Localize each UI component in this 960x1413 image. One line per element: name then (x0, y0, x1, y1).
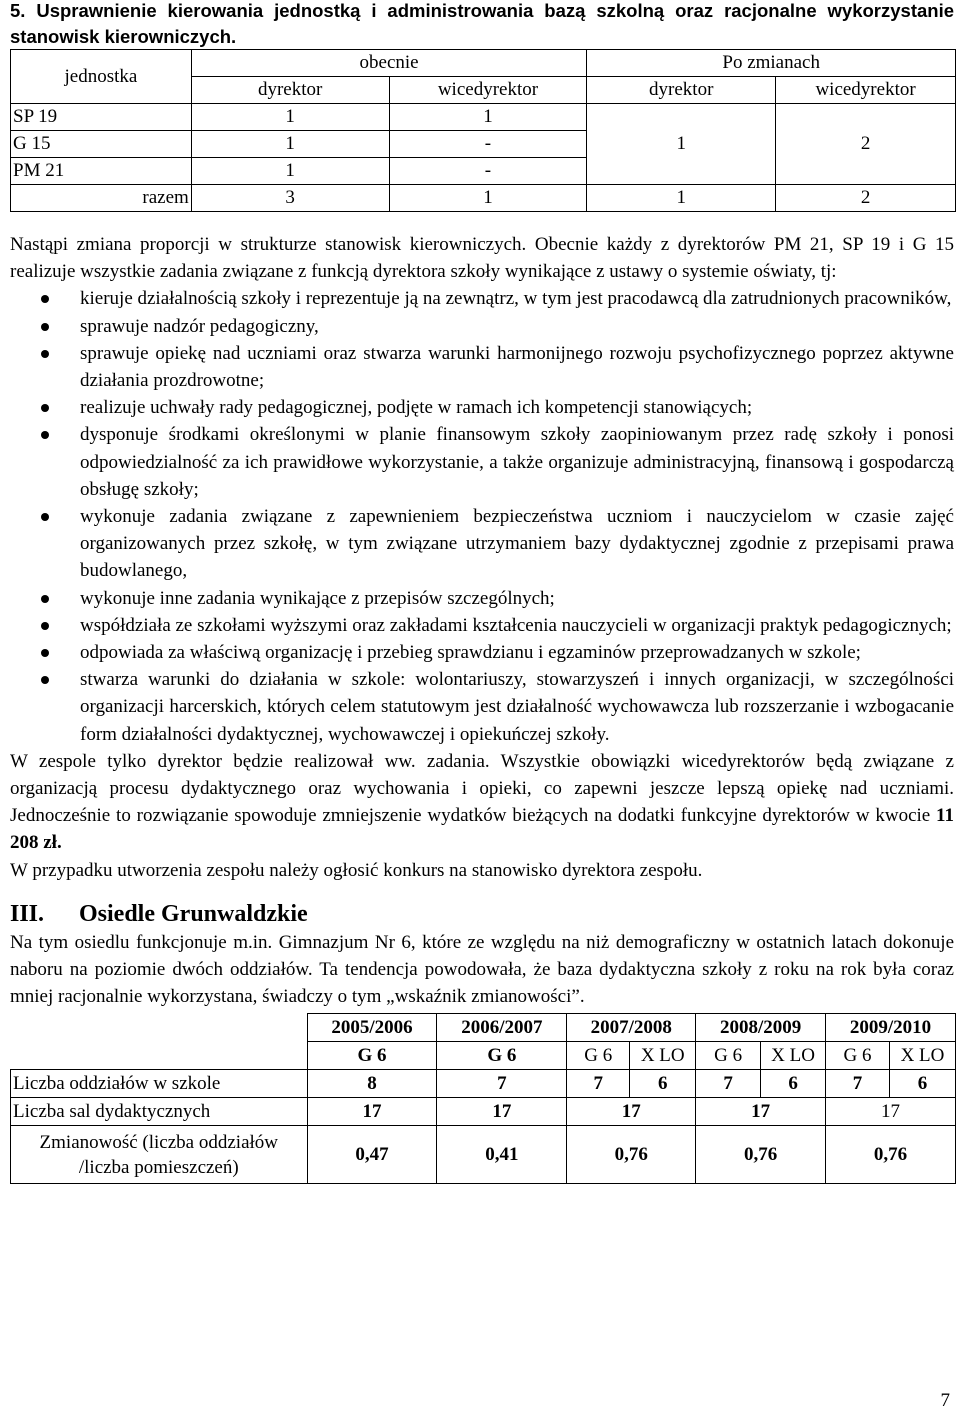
value-cell: 6 (889, 1070, 955, 1098)
school-header: X LO (761, 1042, 826, 1070)
header-current-director: dyrektor (191, 77, 389, 104)
total-after-director: 1 (587, 185, 776, 212)
table-row (11, 1098, 956, 1126)
bullet-icon (41, 649, 49, 657)
row-label: Zmianowość (liczba oddziałów /liczba pomieszczeń) (11, 1126, 308, 1184)
value-cell: 17 (826, 1098, 956, 1126)
list-item: sprawuje opiekę nad uczniami oraz stwarza warunki harmonijnego rozwoju psychofizycznego poprzez aktywne działania prozdrowotne; (10, 340, 954, 394)
year-header: 2007/2008 (567, 1014, 696, 1042)
empty-cell (11, 1042, 308, 1070)
bullet-icon (41, 404, 49, 412)
table-row (11, 1070, 956, 1098)
bullet-icon (41, 622, 49, 630)
total-label: razem (11, 185, 192, 212)
list-item: sprawuje nadzór pedagogiczny, (10, 313, 954, 340)
header-unit: jednostka (11, 50, 192, 104)
current-director: 1 (191, 158, 389, 185)
after-deputy: 2 (776, 104, 956, 185)
savings-paragraph: W zespole tylko dyrektor będzie realizował ww. zadania. Wszystkie obowiązki wicedyrektorów będą związane z organizacją procesu dydaktycznego oraz wychowania i opieki, co zapewni jeszcze lepszą opiekę nad uczniami. Jednocześnie to rozwiązanie spowoduje zmniejszenie wydatków bieżących na dodatki funkcyjne dyrektorów w kwocie 11 208 zł. (10, 750, 954, 854)
value-cell: 17 (437, 1098, 567, 1126)
list-item: wykonuje inne zadania wynikające z przepisów szczególnych; (10, 585, 954, 612)
section-5-heading: 5. Usprawnienie kierowania jednostką i administrowania bazą szkolną oraz racjonalne wykorzystanie stanowisk kierowniczych. (10, 0, 954, 47)
year-header: 2006/2007 (437, 1014, 567, 1042)
value-cell: 6 (761, 1070, 826, 1098)
after-director: 1 (587, 104, 776, 185)
bullet-icon (41, 323, 49, 331)
savings-amount: 11 208 zł. (10, 805, 954, 854)
competition-paragraph: W przypadku utworzenia zespołu należy ogłosić konkurs na stanowisko dyrektora zespołu. (10, 859, 703, 881)
current-director: 1 (191, 131, 389, 158)
bullet-icon (41, 513, 49, 521)
total-current-director: 3 (191, 185, 389, 212)
value-cell: 0,76 (567, 1126, 696, 1184)
current-deputy: - (389, 131, 587, 158)
intro-paragraph: Nastąpi zmiana proporcji w strukturze stanowisk kierowniczych. Obecnie każdy z dyrektorów PM 21, SP 19 i G 15 realizuje wszystkie zadania związane z funkcją dyrektora szkoły wynikające z ustawy o systemie oświaty, tj: (10, 234, 954, 283)
value-cell: 7 (437, 1070, 567, 1098)
document-page (10, 0, 954, 1184)
row-label: Liczba sal dydaktycznych (11, 1098, 308, 1126)
list-item: kieruje działalnością szkoły i reprezentuje ją na zewnątrz, w tym jest pracodawcą dla zatrudnionych pracowników, (10, 285, 954, 312)
value-cell: 7 (567, 1070, 630, 1098)
page-number: 7 (940, 1390, 950, 1411)
school-header: G 6 (437, 1042, 567, 1070)
header-after: Po zmianach (587, 50, 956, 77)
total-current-deputy: 1 (389, 185, 587, 212)
bullet-icon (41, 595, 49, 603)
school-header: X LO (889, 1042, 955, 1070)
value-cell: 17 (696, 1098, 826, 1126)
total-after-deputy: 2 (776, 185, 956, 212)
year-header: 2009/2010 (826, 1014, 956, 1042)
value-cell: 6 (630, 1070, 696, 1098)
value-cell: 8 (307, 1070, 437, 1098)
school-header: G 6 (567, 1042, 630, 1070)
value-cell: 17 (307, 1098, 437, 1126)
section-3-paragraph: Na tym osiedlu funkcjonuje m.in. Gimnazjum Nr 6, które ze względu na niż demograficzny w ostatnich latach dokonuje naboru na poziomie dwóch oddziałów. Ta tendencja powodowała, że baza dydaktyczna szkoły z roku na rok była coraz mniej racjonalnie wykorzystana, świadczy o tym „wskaźnik zmianowości”. (10, 931, 954, 1008)
value-cell: 7 (826, 1070, 890, 1098)
school-header: X LO (630, 1042, 696, 1070)
list-item: wykonuje zadania związane z zapewnieniem bezpieczeństwa uczniom i nauczycielom w czasie zajęć organizowanych przez szkołę, w tym związane utrzymaniem bazy dydaktycznej zgodnie z przepisami prawa budowlanego, (10, 503, 954, 585)
value-cell: 17 (567, 1098, 696, 1126)
director-duties-list (10, 285, 954, 747)
bullet-icon (41, 295, 49, 303)
management-table (10, 49, 956, 212)
bullet-icon (41, 350, 49, 358)
shift-ratio-table (10, 1013, 956, 1184)
current-deputy: 1 (389, 104, 587, 131)
year-header: 2008/2009 (696, 1014, 826, 1042)
value-cell: 0,76 (696, 1126, 826, 1184)
empty-cell (11, 1014, 308, 1042)
current-deputy: - (389, 158, 587, 185)
header-current: obecnie (191, 50, 587, 77)
row-label: Liczba oddziałów w szkole (11, 1070, 308, 1098)
list-item: dysponuje środkami określonymi w planie finansowym szkoły zaopiniowanym przez radę szkoły i ponosi odpowiedzialność za ich prawidłowe wykorzystanie, a także organizuje administracyjną, finansową i gospodarczą obsługę szkoły; (10, 421, 954, 503)
list-item: odpowiada za właściwą organizację i przebieg sprawdzianu i egzaminów przeprowadzanych w szkole; (10, 639, 954, 666)
header-current-deputy: wicedyrektor (389, 77, 587, 104)
unit-name: G 15 (11, 131, 192, 158)
list-item: stwarza warunki do działania w szkole: wolontariuszy, stowarzyszeń i innych organizacji, w szczególności organizacji harcerskich, których celem statutowym jest działalność wychowawcza lub rozszerzanie i wzbogacanie form działalności dydaktycznej, wychowawczej i opiekuńczej szkoły. (10, 666, 954, 748)
value-cell: 7 (696, 1070, 761, 1098)
bullet-icon (41, 431, 49, 439)
school-header: G 6 (696, 1042, 761, 1070)
value-cell: 0,47 (307, 1126, 437, 1184)
header-after-director: dyrektor (587, 77, 776, 104)
section-3-heading: III. Osiedle Grunwaldzkie (10, 900, 308, 927)
total-row (11, 185, 956, 212)
value-cell: 0,41 (437, 1126, 567, 1184)
school-header: G 6 (826, 1042, 890, 1070)
year-header: 2005/2006 (307, 1014, 437, 1042)
table-row (11, 1126, 956, 1184)
value-cell: 0,76 (826, 1126, 956, 1184)
list-item: współdziała ze szkołami wyższymi oraz zakładami kształcenia nauczycieli w organizacji praktyk pedagogicznych; (10, 612, 954, 639)
current-director: 1 (191, 104, 389, 131)
bullet-icon (41, 676, 49, 684)
header-after-deputy: wicedyrektor (776, 77, 956, 104)
school-header: G 6 (307, 1042, 437, 1070)
list-item: realizuje uchwały rady pedagogicznej, podjęte w ramach ich kompetencji stanowiących; (10, 394, 954, 421)
unit-name: SP 19 (11, 104, 192, 131)
table-row (11, 104, 956, 131)
unit-name: PM 21 (11, 158, 192, 185)
